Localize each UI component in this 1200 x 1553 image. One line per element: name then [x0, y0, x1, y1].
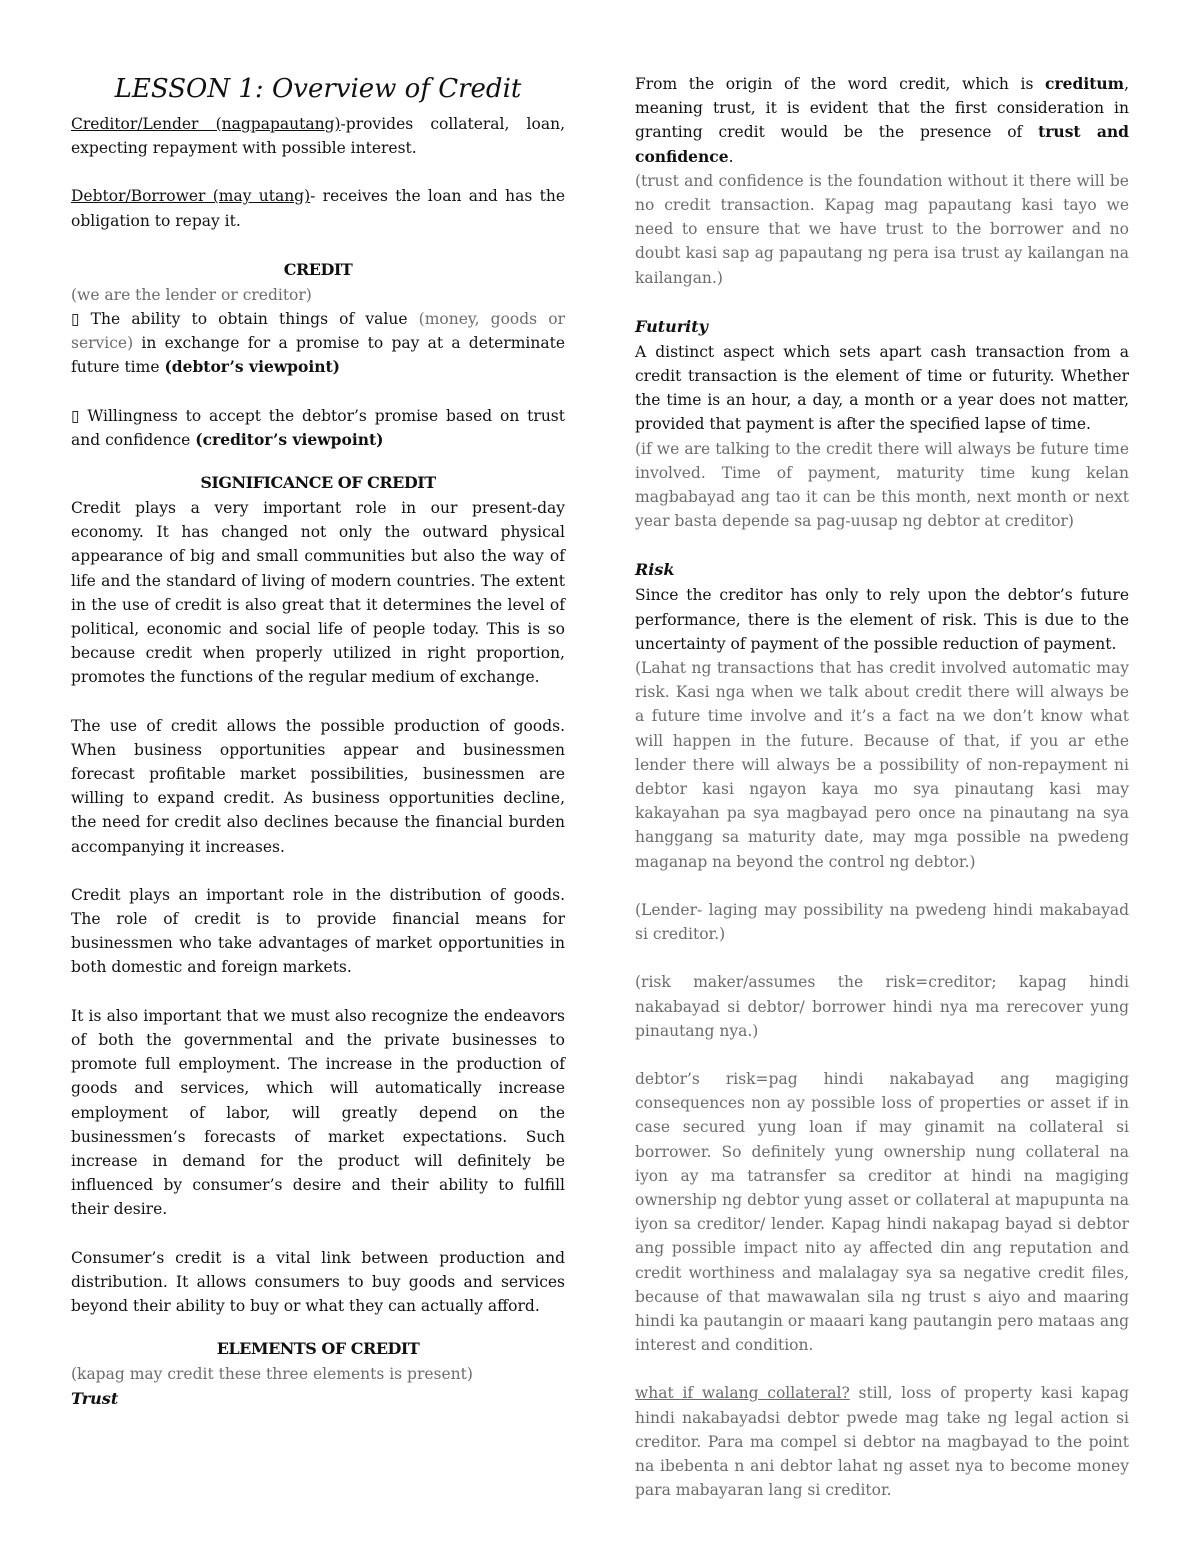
trust-paragraph: From the origin of the word credit, which is creditum, meaning trust, it is evident that the first consideration in granting credit would be the presence of trust and confidence.: [635, 74, 1130, 166]
significance-paragraph-4: It is also important that we must also recognize the endeavors of both the governmental and the private businesses to promote full employment. The increase in the production of goods and services, which will automatically increase employment of labor, will greatly depend on the businessmen’s forecasts of market expectations. Such increase in demand for the product will definitely be influenced by consumer’s desire and their ability to fulfill their desire.: [71, 1006, 565, 1219]
page-title: LESSON 1: Overview of Credit: [114, 74, 522, 104]
debtor-definition: Debtor/Borrower (may utang)- receives the loan and has the obligation to repay it.: [71, 187, 565, 230]
trust-note: (trust and confidence is the foundation without it there will be no credit transaction. Kapag mag papautang kasi tayo we need to ensure that we have trust to the borrower and no doubt kasi sap ag papautang ng pera isa trust ay kailangan na kailangan.): [635, 171, 1129, 287]
risk-heading: Risk: [635, 560, 675, 580]
significance-paragraph-1: Credit plays a very important role in our present-day economy. It has changed not only the outward physical appearance of big and small communities but also the way of life and the standard of living of modern countries. The extent in the use of credit is also great that it determines the level of political, economic and social life of people today. This is so because credit when properly utilized in right proportion, promotes the functions of the regular medium of exchange.: [71, 499, 565, 687]
creditor-term: Creditor/Lender (nagpapautang): [71, 115, 341, 133]
elements-heading: ELEMENTS OF CREDIT: [216, 1339, 420, 1359]
right-column: [635, 72, 1129, 1502]
significance-paragraph-3: Credit plays an important role in the distribution of goods. The role of credit is to provide financial means for businessmen who take advantages of market opportunities in both domestic and foreign markets.: [71, 885, 565, 977]
futurity-note: (if we are talking to the credit there will always be future time involved. Time of payment, maturity time kung kelan magbabayad ang tao it can be this month, next month or next year basta depende sa pag-uusap ng debtor at creditor): [635, 439, 1129, 531]
significance-paragraph-5: Consumer’s credit is a vital link between production and distribution. It allows consumers to buy goods and services beyond their ability to buy or what they can actually afford.: [71, 1248, 565, 1315]
significance-heading: SIGNIFICANCE OF CREDIT: [200, 473, 436, 493]
credit-bullet-1: ▯ The ability to obtain things of value (money, goods or service) in exchange for a promise to pay at a determinate future time (debtor’s viewpoint): [71, 310, 565, 377]
risk-note-4: debtor’s risk=pag hindi nakabayad ang magiging consequences non ay possible loss of properties or asset if in case secured yung loan if may ginamit na collateral si borrower. So definitely yung ownership nung collateral na iyon ay ma tatransfer sa creditor at hindi na magiging ownership ng debtor yung asset or collateral at mapupunta na iyon sa creditor/ lender. Kapag hindi nakapag bayad si debtor ang possible impact nito ay affected din ang reputation and credit worthiness and malalagay sya sa negative credit files, because of that mawawalan sila ng trust s aiyo and maaring hindi ka pautangin or maaari kang pautangin pero mataas ang interest and condition.: [635, 1069, 1129, 1355]
credit-bullet-2: ▯ Willingness to accept the debtor’s promise based on trust and confidence (creditor’s viewpoint): [71, 406, 565, 449]
risk-note-1: (Lahat ng transactions that has credit involved automatic may risk. Kasi nga when we talk about credit there will always be a future time involve and it’s a fact na we don’t know what will happen in the future. Because of that, if you ar ethe lender there will always be a possibility of non-repayment ni debtor kasi ngayon kaya mo sya pinautang kasi may kakayahan pa sya magbayad pero once na pinautang na sya hanggang sa maturity date, may mga possible na pwedeng maganap na beyond the control ng debtor.): [635, 659, 1129, 871]
collateral-question: what if walang collateral?: [635, 1384, 850, 1403]
futurity-heading: Futurity: [635, 316, 708, 336]
significance-paragraph-2: The use of credit allows the possible production of goods. When business opportunities appear and businessmen forecast profitable market possibilities, businessmen are willing to expand credit. As business opportunities decline, the need for credit also declines because the financial burden accompanying it increases.: [71, 716, 565, 856]
elements-note: (kapag may credit these three elements is present): [71, 1365, 473, 1384]
bullet-icon: ▯: [71, 310, 80, 329]
futurity-paragraph: A distinct aspect which sets apart cash transaction from a credit transaction is the element of time or futurity. Whether the time is an hour, a day, a month or a year does not matter, provided that payment is after the specified lapse of time.: [635, 342, 1129, 434]
left-column: [71, 70, 565, 1412]
debtor-term: Debtor/Borrower (may utang): [71, 187, 311, 206]
creditor-definition: Creditor/Lender (nagpapautang)-provides collateral, loan, expecting repayment with possible interest.: [71, 115, 565, 158]
risk-note-5: what if walang collateral? still, loss of property kasi kapag hindi nakabayadsi debtor pwede mag take ng legal action si creditor. Para ma compel si debtor na magbayad to the point na ibebenta n ani debtor lahat ng asset nya to become money para mabayaran lang si creditor.: [635, 1384, 1130, 1500]
risk-note-2: (Lender- laging may possibility na pwedeng hindi makabayad si creditor.): [635, 900, 1129, 944]
credit-heading: CREDIT: [283, 259, 353, 279]
risk-paragraph: Since the creditor has only to rely upon the debtor’s future performance, there is the element of risk. This is due to the uncertainty of payment of the possible reduction of payment.: [635, 586, 1129, 653]
trust-heading: Trust: [71, 1389, 119, 1409]
credit-note: (we are the lender or creditor): [71, 285, 312, 304]
risk-note-3: (risk maker/assumes the risk=creditor; kapag hindi nakabayad si debtor/ borrower hindi nya ma rerecover yung pinautang nya.): [635, 973, 1129, 1040]
bullet-icon: ▯: [71, 406, 80, 425]
